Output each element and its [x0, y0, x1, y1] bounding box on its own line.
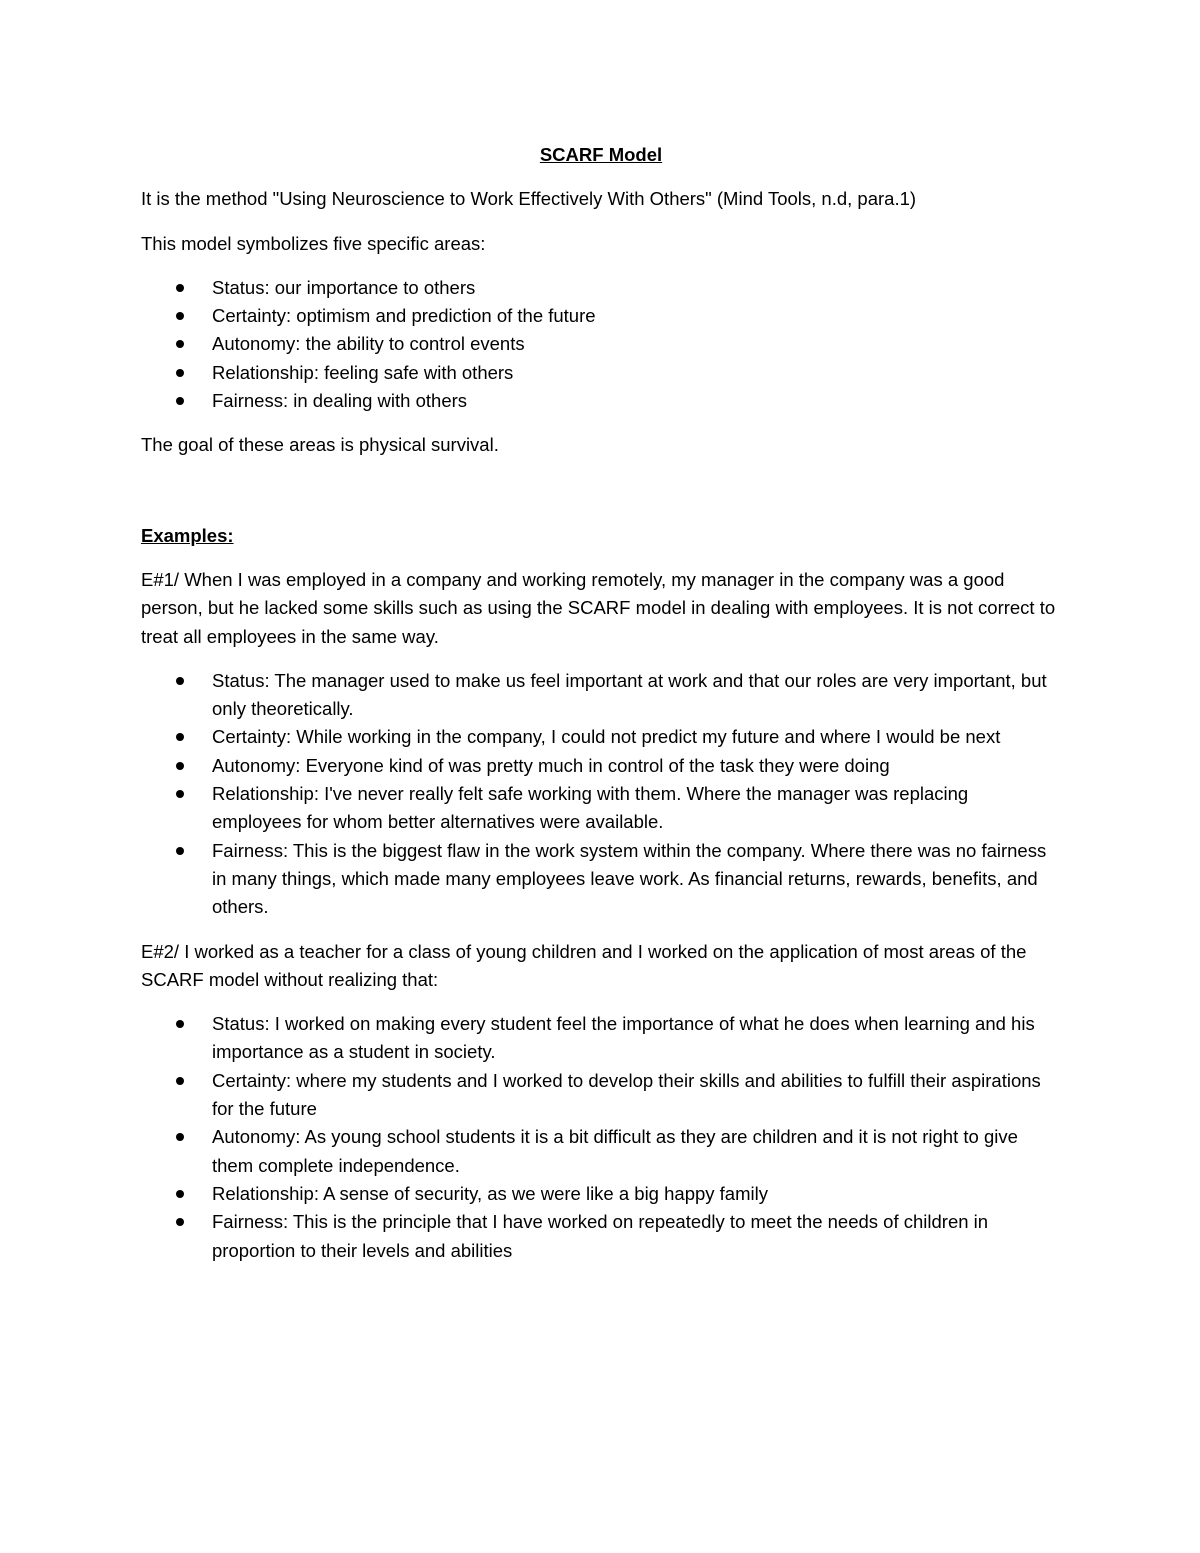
list-item: Status: The manager used to make us feel important at work and that our roles are very important, but only theoretically.	[141, 667, 1061, 724]
example1-list	[141, 667, 1061, 922]
example2-list	[141, 1010, 1061, 1265]
list-item: Relationship: A sense of security, as we were like a big happy family	[141, 1180, 1061, 1208]
document-page	[141, 141, 1061, 1281]
example1-paragraph: E#1/ When I was employed in a company and working remotely, my manager in the company was a good person, but he lacked some skills such as using the SCARF model in dealing with employees. It is not correct to treat all employees in the same way.	[141, 568, 1056, 647]
list-item: Autonomy: Everyone kind of was pretty much in control of the task they were doing	[141, 752, 1061, 780]
list-item: Certainty: While working in the company, I could not predict my future and where I would be next	[141, 723, 1061, 751]
list-item: Autonomy: As young school students it is a bit difficult as they are children and it is not right to give them complete independence.	[141, 1123, 1061, 1180]
list-item: Autonomy: the ability to control events	[141, 330, 1061, 358]
list-item: Status: our importance to others	[141, 274, 1061, 302]
examples-heading: Examples:	[141, 524, 234, 546]
list-item: Fairness: This is the principle that I have worked on repeatedly to meet the needs of children in proportion to their levels and abilities	[141, 1208, 1061, 1265]
example2-paragraph: E#2/ I worked as a teacher for a class of young children and I worked on the application of most areas of the SCARF model without realizing that:	[141, 940, 1027, 990]
blank-line	[141, 476, 1061, 522]
list-item: Relationship: I've never really felt safe working with them. Where the manager was replacing employees for whom better alternatives were available.	[141, 780, 1061, 837]
areas-list	[141, 274, 1061, 415]
document-title: SCARF Model	[539, 144, 663, 165]
list-item: Fairness: This is the biggest flaw in the work system within the company. Where there was no fairness in many things, which made many employees leave work. As financial returns, rewards, benefits, and others.	[141, 837, 1061, 922]
list-item: Relationship: feeling safe with others	[141, 359, 1061, 387]
intro-paragraph: It is the method "Using Neuroscience to Work Effectively With Others" (Mind Tools, n.d, para.1)	[141, 188, 917, 210]
list-item: Certainty: optimism and prediction of the future	[141, 302, 1061, 330]
list-item: Certainty: where my students and I worked to develop their skills and abilities to fulfill their aspirations for the future	[141, 1067, 1061, 1124]
areas-intro: This model symbolizes five specific areas:	[141, 232, 486, 254]
goal-paragraph: The goal of these areas is physical survival.	[141, 434, 499, 456]
list-item: Status: I worked on making every student feel the importance of what he does when learning and his importance as a student in society.	[141, 1010, 1061, 1067]
list-item: Fairness: in dealing with others	[141, 387, 1061, 415]
